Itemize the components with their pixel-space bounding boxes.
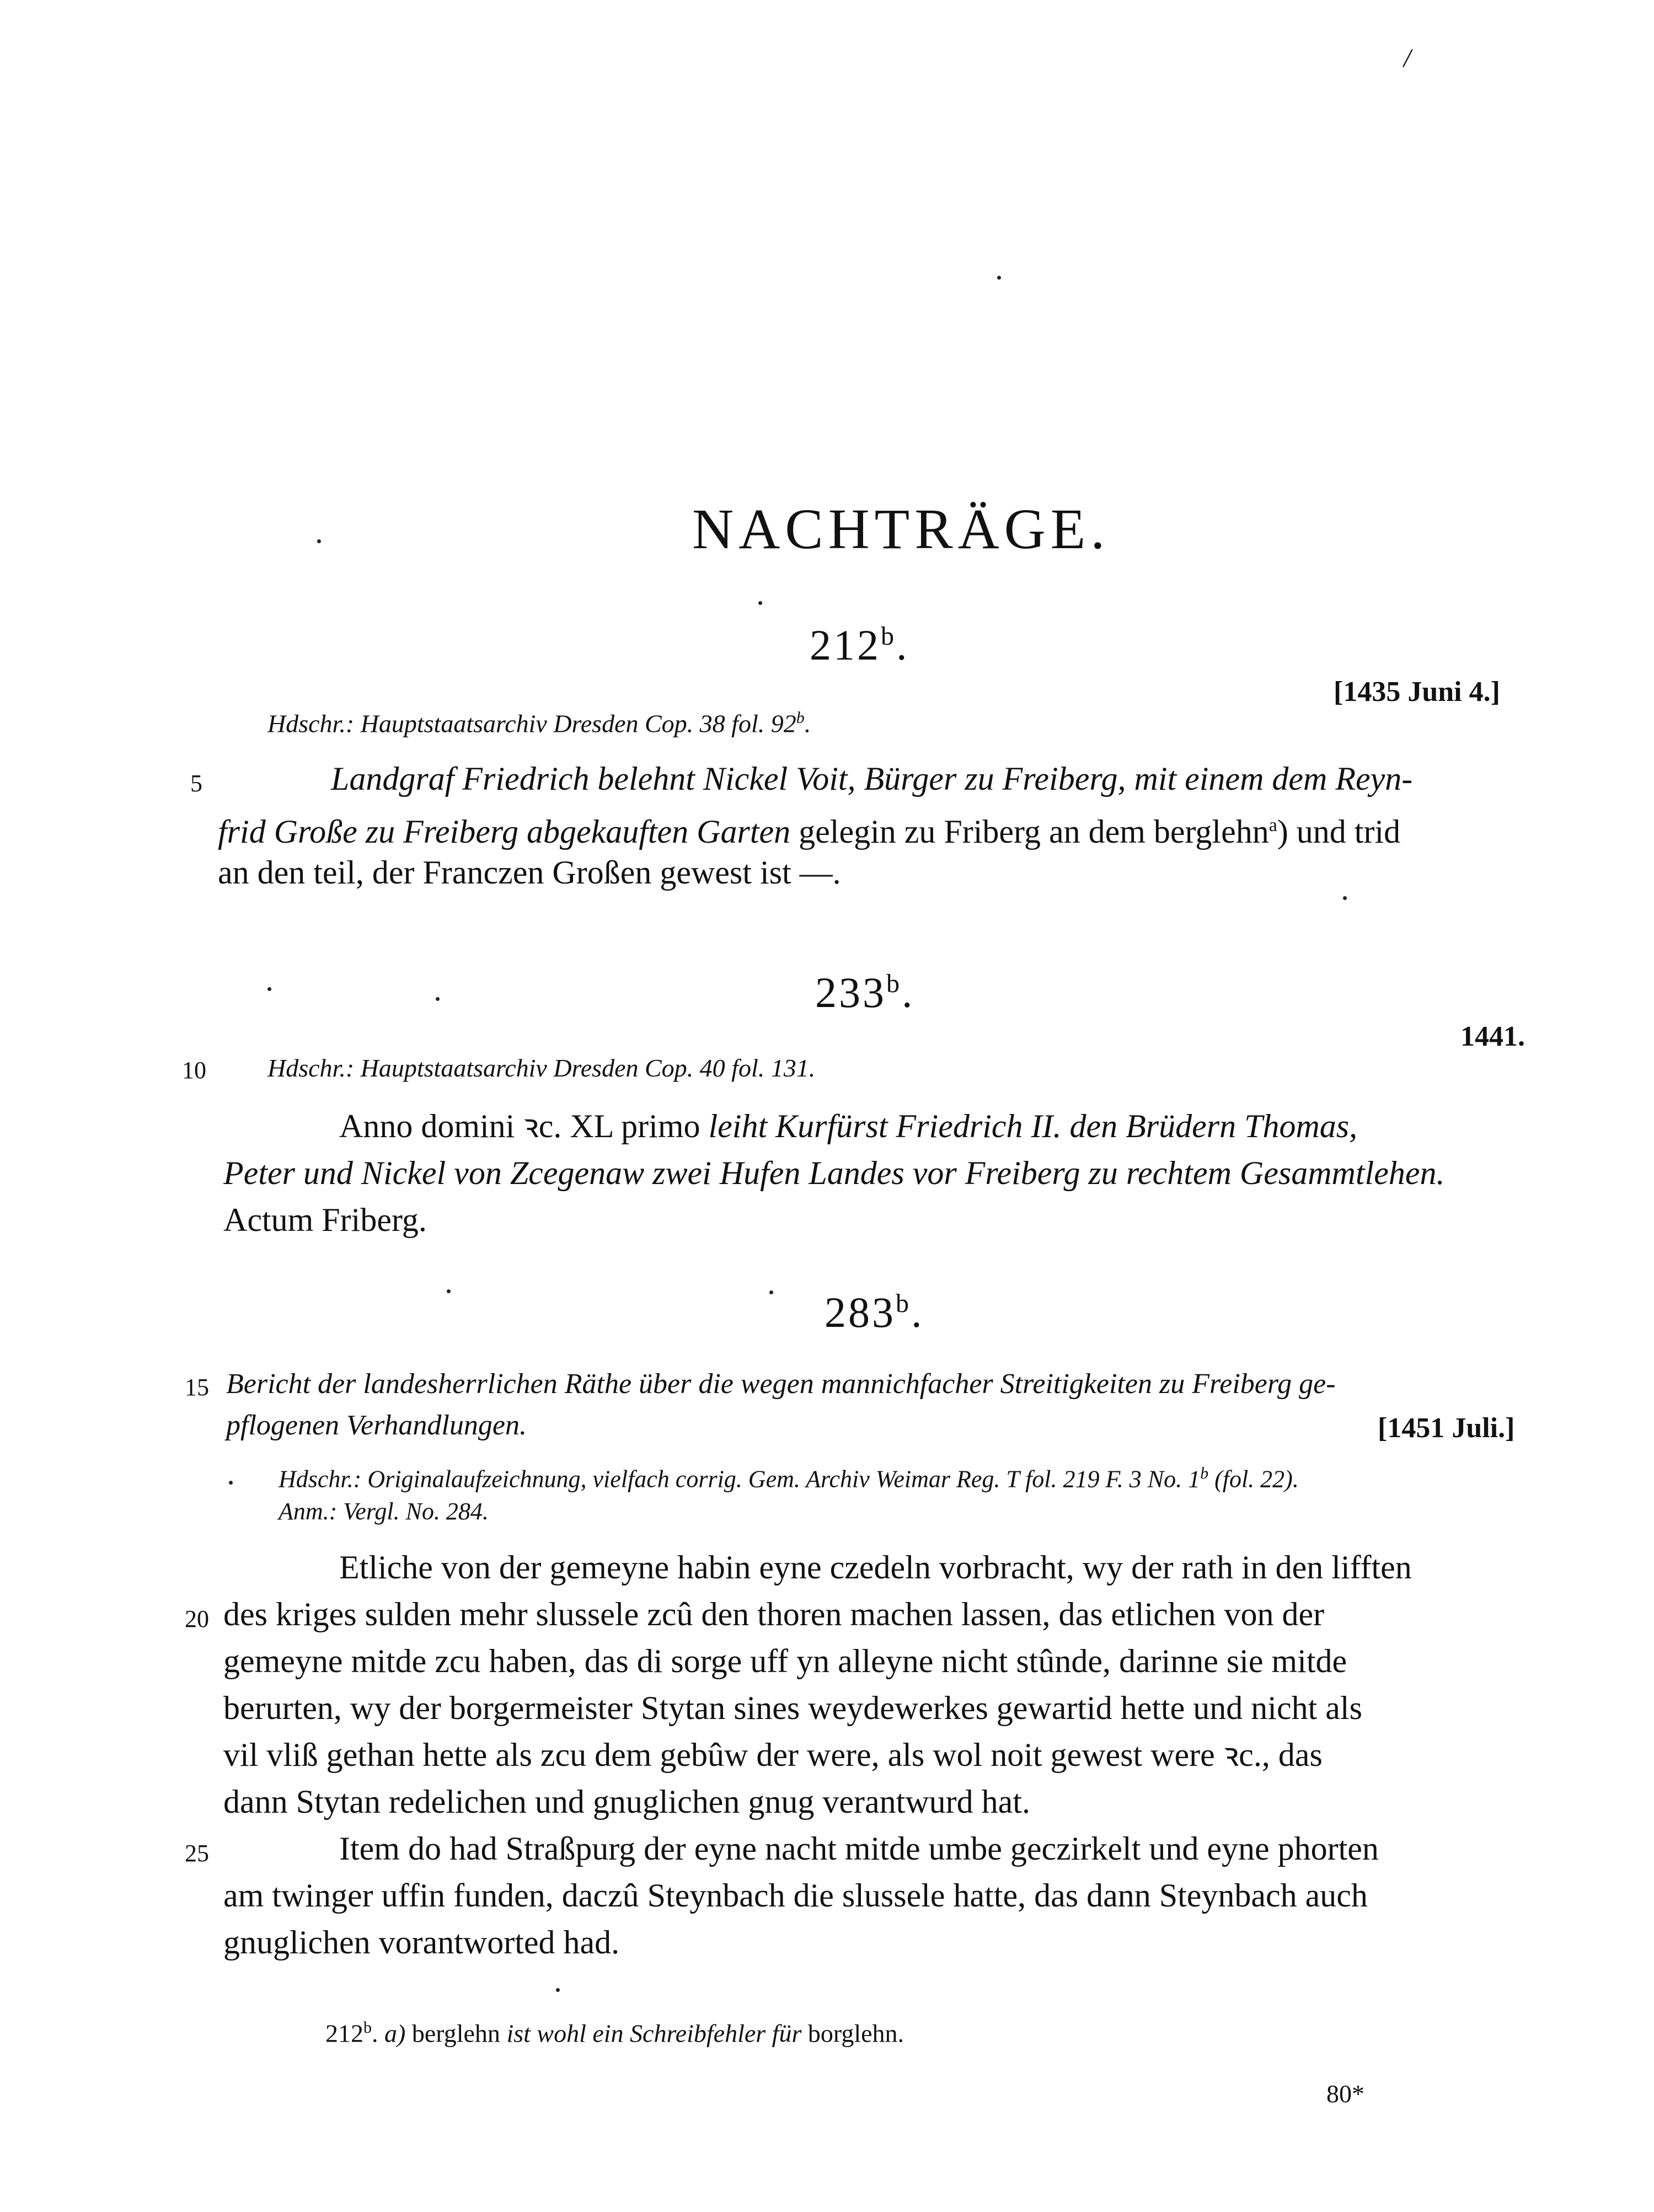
annotation-283b: Anm.: Vergl. No. 284. <box>279 1498 489 1525</box>
text-line: Anno domini ꝛc. XL primo leiht Kurfürst Friedrich II. den Brüdern Thomas, <box>339 1108 1358 1144</box>
text-line: Etliche von der gemeyne habin eyne czedeln vorbracht, wy der rath in den lifften <box>339 1549 1412 1586</box>
line-number-15: 15 <box>185 1374 209 1401</box>
scan-speck <box>267 987 271 991</box>
entry-number-212b: 212$^b$. <box>810 621 909 669</box>
text-line: des kriges sulden mehr slussele zcû den thoren machen lassen, das etlichen von der <box>223 1596 1325 1632</box>
page-title: NACHTRÄGE. <box>692 497 1110 561</box>
page-signature: 80* <box>1326 2080 1364 2108</box>
entry-heading-283b-cont: pflogenen Verhandlungen. <box>226 1410 527 1441</box>
scan-speck <box>556 1988 560 1992</box>
text-line: berurten, wy der borgermeister Stytan sines weydewerkes gewartid hette und nicht als <box>223 1690 1362 1726</box>
scan-speck <box>769 1290 773 1294</box>
scan-speck <box>447 1289 451 1293</box>
scan-speck <box>436 997 440 1001</box>
source-233b: Hdschr.: Hauptstaatsarchiv Dresden Cop. 40 fol. 131. <box>267 1054 816 1082</box>
footnote: 212$^b$. a) berglehn ist wohl ein Schreibfehler für borglehn. <box>325 2018 904 2048</box>
text-line: Landgraf Friedrich belehnt Nickel Voit, Bürger zu Freiberg, mit einem dem Reyn- <box>331 760 1413 797</box>
scan-speck <box>317 539 321 543</box>
entry-date-233b: 1441. <box>1460 1021 1525 1052</box>
scan-speck <box>758 601 762 605</box>
scan-speck <box>229 1481 233 1485</box>
source-212b: Hdschr.: Hauptstaatsarchiv Dresden Cop. 38 fol. 92$^b$. <box>267 709 811 738</box>
line-number-25: 25 <box>185 1840 209 1867</box>
text-line: Peter und Nickel von Zcegenaw zwei Hufen Landes vor Freiberg zu rechtem Gesammtlehen. <box>223 1155 1445 1191</box>
corner-mark: / <box>1404 44 1411 73</box>
text-line: am twinger uffin funden, daczû Steynbach die slussele hatte, das dann Steynbach auch <box>223 1877 1368 1914</box>
source-283b: Hdschr.: Originalaufzeichnung, vielfach corrig. Gem. Archiv Weimar Reg. T fol. 219 F. 3 No. 1$^b$ (fol. 22). <box>279 1464 1299 1493</box>
line-number-10: 10 <box>182 1057 206 1084</box>
text-line: gemeyne mitde zcu haben, das di sorge uff yn alleyne nicht stûnde, darinne sie mitde <box>223 1643 1347 1679</box>
text-line: dann Stytan redelichen und gnuglichen gnug verantwurd hat. <box>223 1783 1030 1820</box>
text-line: frid Große zu Freiberg abgekauften Garten gelegin zu Friberg an dem berglehn$^a$) und trid <box>218 813 1401 850</box>
line-number-5: 5 <box>190 770 202 797</box>
text-line: gnuglichen vorantworted had. <box>223 1924 620 1961</box>
entry-heading-283b: Bericht der landesherrlichen Räthe über die wegen mannichfacher Streitigkeiten zu Freiberg ge- <box>226 1368 1336 1400</box>
scan-speck <box>1343 896 1347 900</box>
scan-speck <box>997 276 1001 280</box>
text-line: Item do had Straßpurg der eyne nacht mitde umbe geczirkelt und eyne phorten <box>339 1830 1379 1867</box>
text-line: an den teil, der Franczen Großen gewest ist —. <box>218 854 841 891</box>
entry-number-233b: 233$^b$. <box>815 968 915 1016</box>
entry-date-283b: [1451 Juli.] <box>1378 1412 1515 1444</box>
text-line: Actum Friberg. <box>223 1202 427 1238</box>
entry-date-212b: [1435 Juni 4.] <box>1334 676 1500 708</box>
line-number-20: 20 <box>185 1605 209 1632</box>
text-line: vil vliß gethan hette als zcu dem gebûw der were, als wol noit gewest were ꝛc., das <box>223 1737 1323 1773</box>
entry-number-283b: 283$^b$. <box>825 1288 924 1336</box>
